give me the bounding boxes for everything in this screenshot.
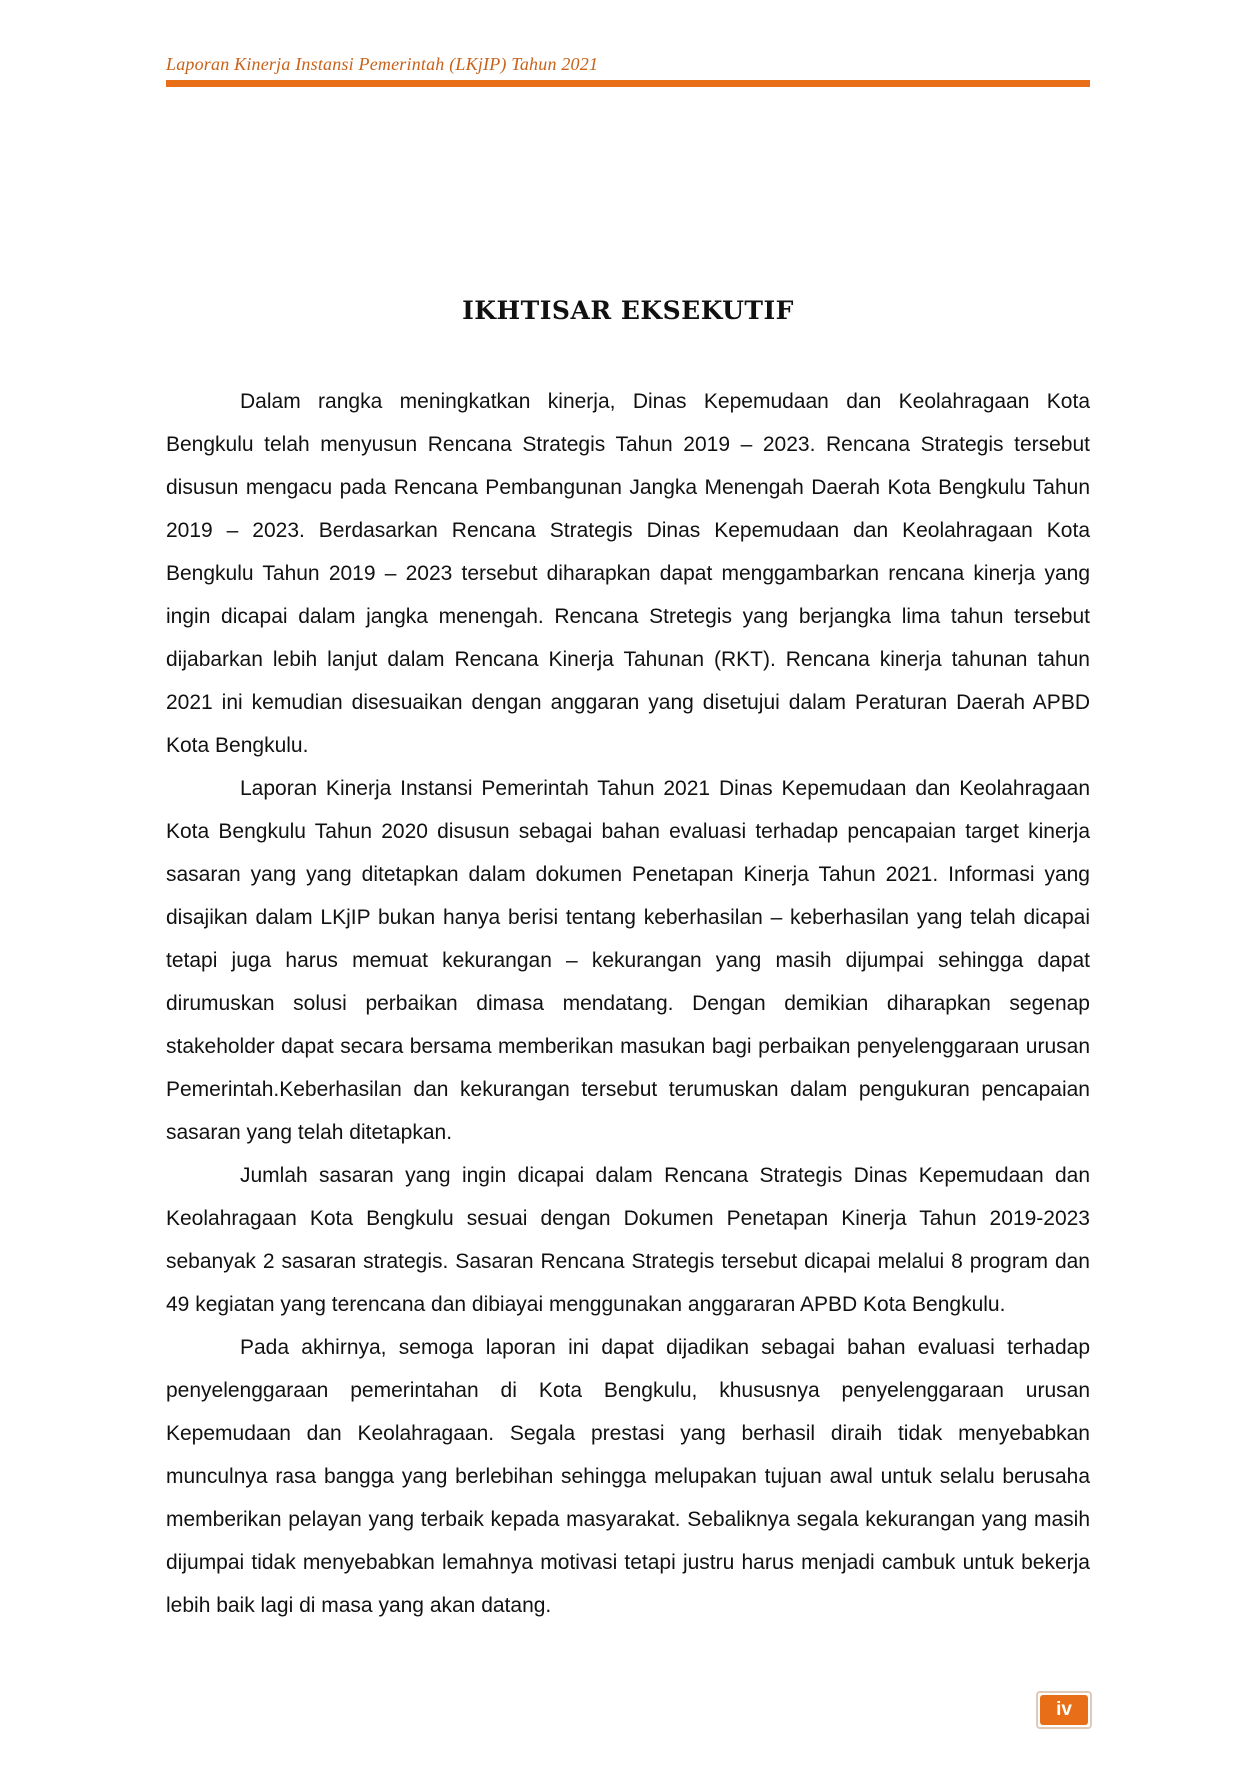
page-number: iv xyxy=(1040,1695,1088,1725)
paragraph-2: Laporan Kinerja Instansi Pemerintah Tahun 2021 Dinas Kepemudaan dan Keolahragaan Kota Bengkulu Tahun 2020 disusun sebagai bahan evaluasi terhadap pencapaian target kinerja sasaran yang yang ditetapkan dalam dokumen Penetapan Kinerja Tahun 2021. Informasi yang disajikan dalam LKjIP bukan hanya berisi tentang keberhasilan – keberhasilan yang telah dicapai tetapi juga harus memuat kekurangan – kekurangan yang masih dijumpai sehingga dapat dirumuskan solusi perbaikan dimasa mendatang. Dengan demikian diharapkan segenap stakeholder dapat secara bersama memberikan masukan bagi perbaikan penyelenggaraan urusan Pemerintah.Keberhasilan dan kekurangan tersebut terumuskan dalam pengukuran pencapaian sasaran yang telah ditetapkan. xyxy=(166,777,1090,1144)
page-title: IKHTISAR EKSEKUTIF xyxy=(462,296,794,325)
body-text xyxy=(166,380,1090,1627)
running-header: Laporan Kinerja Instansi Pemerintah (LKjIP) Tahun 2021 xyxy=(166,54,599,74)
paragraph-4: Pada akhirnya, semoga laporan ini dapat dijadikan sebagai bahan evaluasi terhadap penyelenggaraan pemerintahan di Kota Bengkulu, khususnya penyelenggaraan urusan Kepemudaan dan Keolahragaan. Segala prestasi yang berhasil diraih tidak menyebabkan munculnya rasa bangga yang berlebihan sehingga melupakan tujuan awal untuk selalu berusaha memberikan pelayan yang terbaik kepada masyarakat. Sebaliknya segala kekurangan yang masih dijumpai tidak menyebabkan lemahnya motivasi tetapi justru harus menjadi cambuk untuk bekerja lebih baik lagi di masa yang akan datang. xyxy=(166,1336,1090,1617)
paragraph-1: Dalam rangka meningkatkan kinerja, Dinas Kepemudaan dan Keolahragaan Kota Bengkulu telah menyusun Rencana Strategis Tahun 2019 – 2023. Rencana Strategis tersebut disusun mengacu pada Rencana Pembangunan Jangka Menengah Daerah Kota Bengkulu Tahun 2019 – 2023. Berdasarkan Rencana Strategis Dinas Kepemudaan dan Keolahragaan Kota Bengkulu Tahun 2019 – 2023 tersebut diharapkan dapat menggambarkan rencana kinerja yang ingin dicapai dalam jangka menengah. Rencana Stretegis yang berjangka lima tahun tersebut dijabarkan lebih lanjut dalam Rencana Kinerja Tahunan (RKT). Rencana kinerja tahunan tahun 2021 ini kemudian disesuaikan dengan anggaran yang disetujui dalam Peraturan Daerah APBD Kota Bengkulu. xyxy=(166,390,1090,757)
header-rule xyxy=(166,80,1090,87)
paragraph-3: Jumlah sasaran yang ingin dicapai dalam Rencana Strategis Dinas Kepemudaan dan Keolahragaan Kota Bengkulu sesuai dengan Dokumen Penetapan Kinerja Tahun 2019-2023 sebanyak 2 sasaran strategis. Sasaran Rencana Strategis tersebut dicapai melalui 8 program dan 49 kegiatan yang terencana dan dibiayai menggunakan anggararan APBD Kota Bengkulu. xyxy=(166,1164,1090,1316)
page-number-badge xyxy=(1036,1691,1092,1729)
